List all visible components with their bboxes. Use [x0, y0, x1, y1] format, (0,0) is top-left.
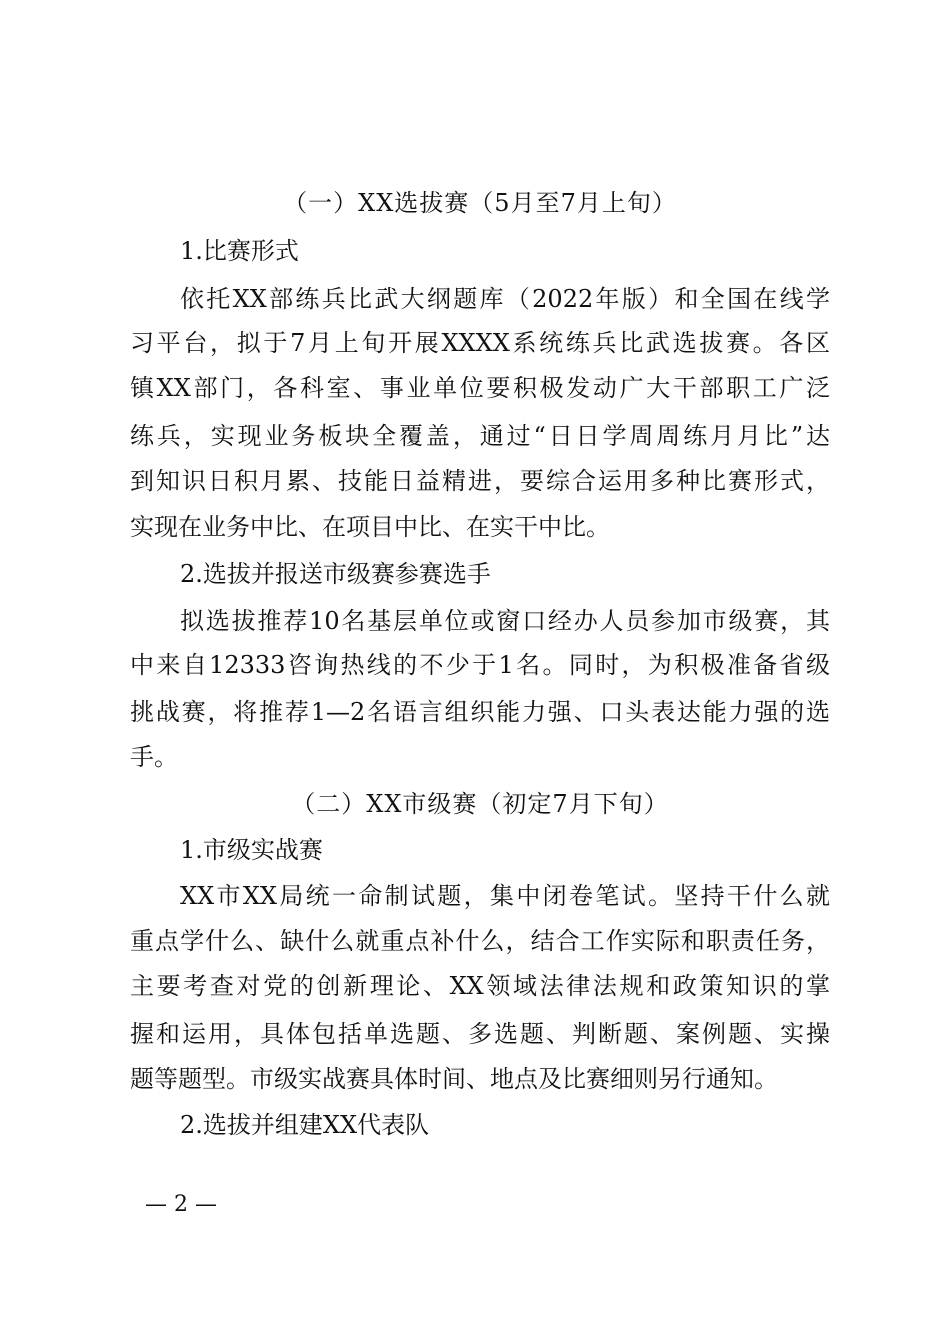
paragraph-line: 主要考查对党的创新理论、XX领域法律法规和政策知识的掌 [130, 972, 830, 1000]
paragraph-line: 挑战赛，将推荐1—2名语言组织能力强、口头表达能力强的选 [130, 698, 830, 726]
paragraph-line: XX市XX局统一命制试题，集中闭卷笔试。坚持干什么就 [180, 882, 830, 910]
paragraph-line: 习平台，拟于7月上旬开展XXXX系统练兵比武选拔赛。各区 [130, 329, 830, 357]
paragraph-line: 依托XX部练兵比武大纲题库（2022年版）和全国在线学 [180, 285, 830, 313]
paragraph-line: 到知识日积月累、技能日益精进，要综合运用多种比赛形式， [130, 467, 830, 495]
section-2-item-2-title: 2.选拔并组建XX代表队 [180, 1111, 430, 1139]
section-1-item-1-title: 1.比赛形式 [180, 237, 299, 265]
paragraph-line: 练兵，实现业务板块全覆盖，通过“日日学周周练月月比”达 [130, 422, 830, 450]
paragraph-line: 重点学什么、缺什么就重点补什么，结合工作实际和职责任务， [130, 927, 830, 955]
section-2-heading: （二）XX市级赛（初定7月下旬） [291, 790, 669, 818]
paragraph-line: 握和运用，具体包括单选题、多选题、判断题、案例题、实操 [130, 1020, 830, 1048]
section-1-heading: （一）XX选拔赛（5月至7月上旬） [283, 189, 677, 217]
section-2-item-1-title: 1.市级实战赛 [180, 836, 323, 864]
paragraph-line: 拟选拔推荐10名基层单位或窗口经办人员参加市级赛，其 [180, 607, 830, 635]
paragraph-line: 镇XX部门，各科室、事业单位要积极发动广大干部职工广泛 [130, 374, 830, 402]
section-1-item-2-title: 2.选拔并报送市级赛参赛选手 [180, 560, 491, 588]
paragraph-line: 手。 [130, 743, 178, 771]
paragraph-line: 实现在业务中比、在项目中比、在实干中比。 [130, 513, 610, 541]
paragraph-line: 中来自12333咨询热线的不少于1名。同时，为积极准备省级 [130, 651, 830, 679]
page-number: — 2 — [145, 1192, 217, 1217]
paragraph-line: 题等题型。市级实战赛具体时间、地点及比赛细则另行通知。 [130, 1065, 778, 1093]
